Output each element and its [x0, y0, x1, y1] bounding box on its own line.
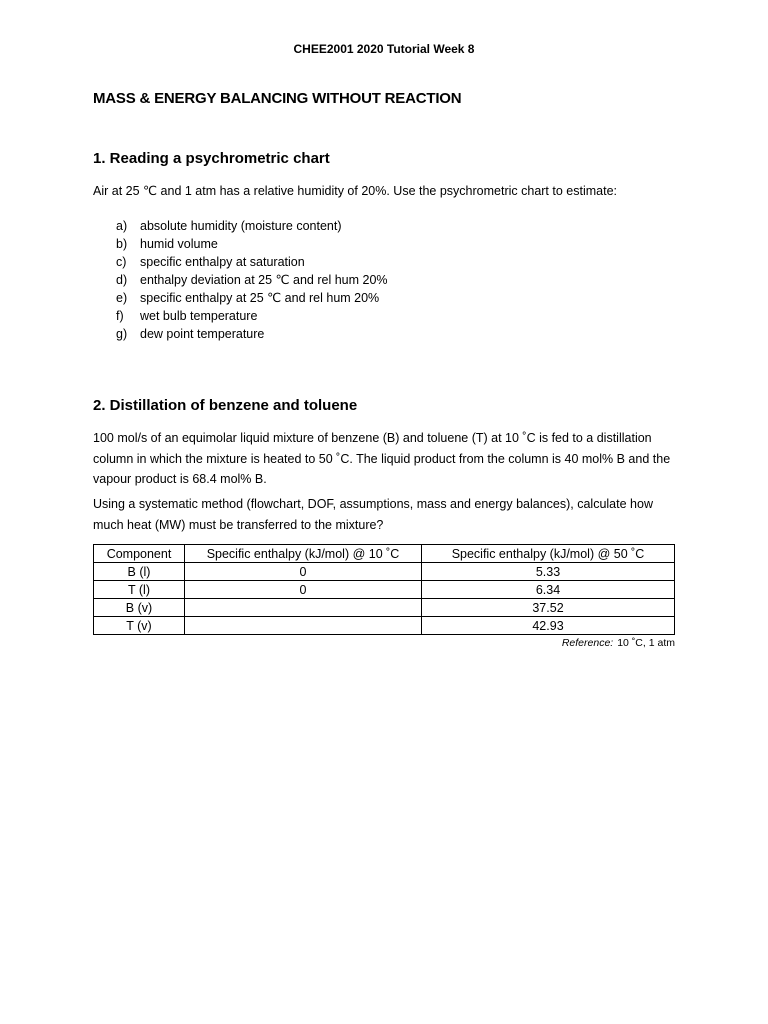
list-item-text: enthalpy deviation at 25 ℃ and rel hum 20% — [140, 273, 388, 287]
table-cell: B (v) — [94, 599, 185, 617]
list-item — [116, 253, 388, 271]
table-row — [94, 617, 675, 635]
reference-note — [562, 637, 675, 649]
table-cell: 5.33 — [422, 563, 675, 581]
list-item-text: humid volume — [140, 237, 218, 251]
list-item-letter: e) — [116, 291, 128, 305]
table-cell — [185, 599, 422, 617]
header-title: CHEE2001 2020 Tutorial Week 8 — [293, 42, 475, 56]
table-row — [94, 563, 675, 581]
table-cell: B (l) — [94, 563, 185, 581]
section-2-paragraph-2: Using a systematic method (flowchart, DOF, assumptions, mass and energy balances), calculate how much heat (MW) must be transferred to the mixture? — [93, 497, 653, 532]
enthalpy-table — [93, 544, 675, 635]
section-2-paragraph-1: 100 mol/s of an equimolar liquid mixture of benzene (B) and toluene (T) at 10 ˚C is fed to a distillation column in which the mixture is heated to 50 ˚C. The liquid product from the column is 40 mol% B and the vapour product is 68.4 mol% B. — [93, 431, 671, 486]
list-item — [116, 271, 388, 289]
table-cell: 37.52 — [422, 599, 675, 617]
column-header: Specific enthalpy (kJ/mol) @ 50 ˚C — [422, 545, 675, 563]
section-1-heading: 1. Reading a psychrometric chart — [93, 150, 330, 167]
list-item-text: absolute humidity (moisture content) — [140, 219, 342, 233]
list-item-text: specific enthalpy at 25 ℃ and rel hum 20% — [140, 291, 380, 305]
task-list — [116, 217, 388, 343]
reference-value: 10 ˚C, 1 atm — [617, 637, 675, 649]
table-header-row — [94, 545, 675, 563]
table-cell: 6.34 — [422, 581, 675, 599]
list-item — [116, 235, 388, 253]
list-item-letter: g) — [116, 327, 128, 341]
list-item-letter: b) — [116, 237, 128, 251]
list-item-letter: c) — [116, 255, 127, 269]
list-item — [116, 325, 388, 343]
section-1-intro: Air at 25 ℃ and 1 atm has a relative humidity of 20%. Use the psychrometric chart to estimate: — [93, 184, 617, 198]
list-item-letter: d) — [116, 273, 128, 287]
section-2-heading: 2. Distillation of benzene and toluene — [93, 397, 358, 414]
table-cell: T (l) — [94, 581, 185, 599]
table-cell: 0 — [185, 581, 422, 599]
table-cell: 42.93 — [422, 617, 675, 635]
list-item-letter: a) — [116, 219, 128, 233]
table-cell: T (v) — [94, 617, 185, 635]
reference-label: Reference: — [561, 637, 614, 649]
list-item-letter: f) — [116, 309, 124, 323]
column-header: Component — [94, 545, 185, 563]
list-item-text: dew point temperature — [140, 327, 265, 341]
table-row — [94, 599, 675, 617]
document-title: MASS & ENERGY BALANCING WITHOUT REACTION — [93, 90, 462, 107]
list-item — [116, 307, 388, 325]
list-item-text: specific enthalpy at saturation — [140, 255, 305, 269]
table-cell — [185, 617, 422, 635]
list-item-text: wet bulb temperature — [140, 309, 258, 323]
table-row — [94, 581, 675, 599]
table-cell: 0 — [185, 563, 422, 581]
list-item — [116, 217, 388, 235]
column-header: Specific enthalpy (kJ/mol) @ 10 ˚C — [185, 545, 422, 563]
list-item — [116, 289, 388, 307]
